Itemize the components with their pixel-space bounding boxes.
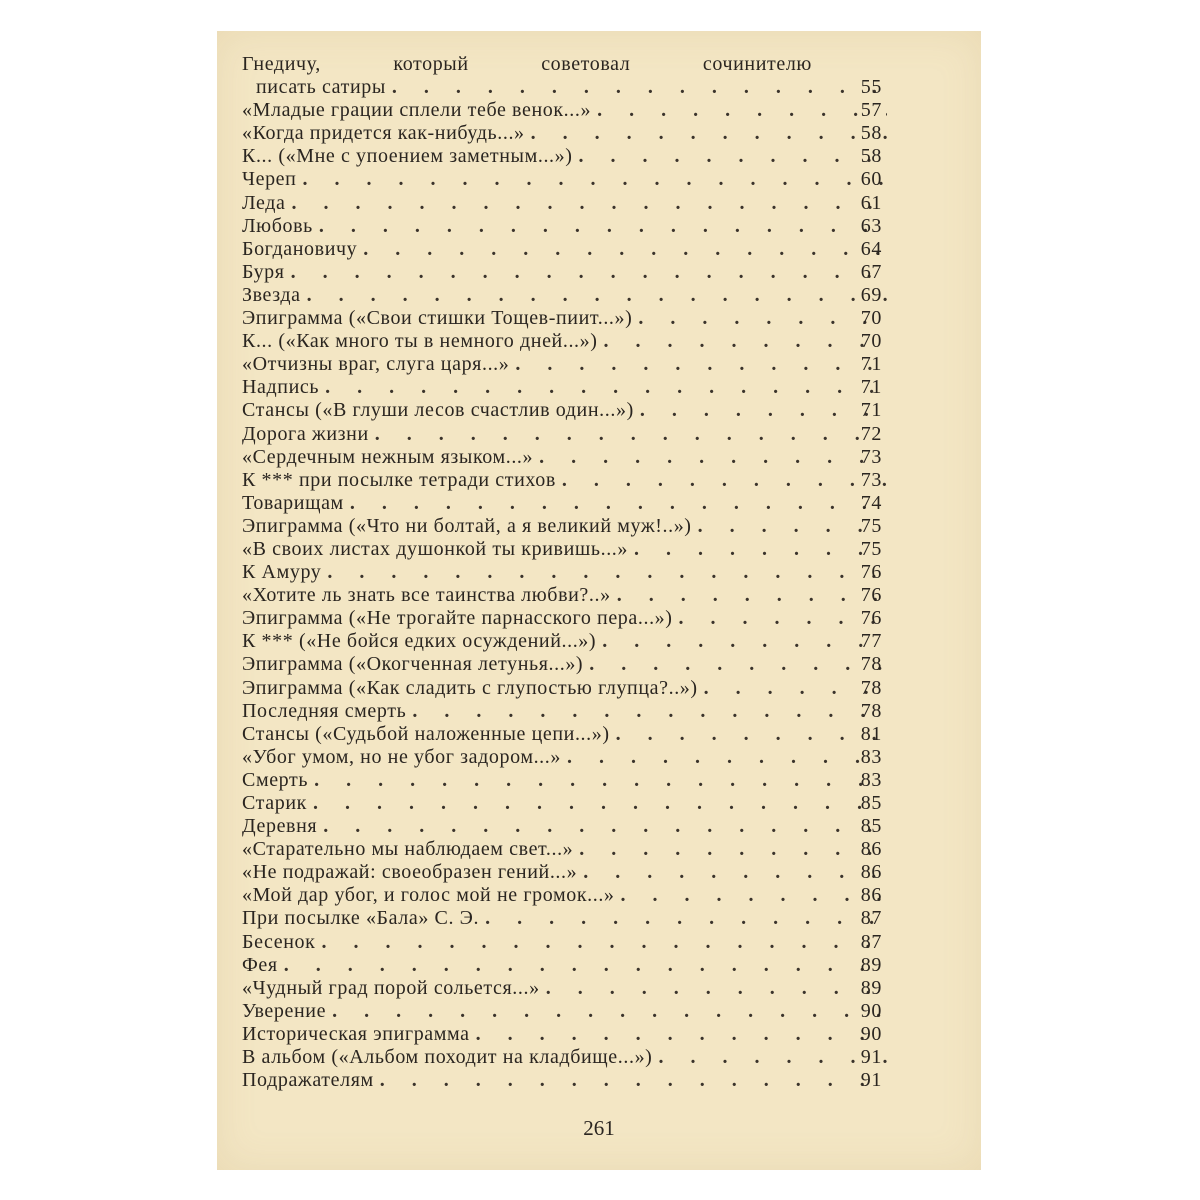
toc-entry-title: «Не подражай: своеобразен гений...» <box>242 861 578 884</box>
toc-entry <box>242 192 887 215</box>
leader-dots <box>380 1069 887 1092</box>
leader-dots <box>579 145 887 168</box>
toc-page-number: 85 <box>860 792 882 814</box>
toc-entry-title: Эпиграмма («Как сладить с глупостью глупца?..») <box>242 676 698 699</box>
toc-entry <box>242 330 887 353</box>
leader-dots <box>323 815 887 838</box>
leader-dots <box>284 954 887 977</box>
toc-page-number: 87 <box>860 930 882 953</box>
toc-page-number: 73 <box>860 468 882 491</box>
toc-page-number: 63 <box>860 214 882 237</box>
leader-dots <box>313 792 887 815</box>
toc-entry <box>242 677 887 700</box>
toc-entry-title: «Младые грации сплели тебе венок...» <box>242 99 592 122</box>
toc-entry-title: «Чудный град порой сольется...» <box>242 976 540 999</box>
leader-dots <box>539 446 887 469</box>
book-page <box>217 31 981 1170</box>
toc-page-number: 71 <box>860 376 882 399</box>
toc-page-number: 70 <box>860 307 882 330</box>
toc-entry-title: «Когда придется как-нибудь...» <box>242 122 525 145</box>
leader-dots <box>589 653 887 676</box>
toc-entry <box>242 954 887 977</box>
toc-page-number: 58 <box>860 145 882 168</box>
table-of-contents <box>242 53 887 1092</box>
toc-entry-title: Фея <box>242 953 278 976</box>
toc-entry-title: К *** при посылке тетради стихов <box>242 468 556 491</box>
leader-dots <box>291 261 887 284</box>
leader-dots <box>476 1023 887 1046</box>
toc-entry <box>242 399 887 422</box>
toc-entry <box>242 931 887 954</box>
toc-entry <box>242 238 887 261</box>
toc-entry <box>242 1046 887 1069</box>
toc-entry <box>242 1023 887 1046</box>
toc-page-number: 78 <box>860 653 882 676</box>
toc-page-number: 70 <box>860 330 882 353</box>
leader-dots <box>327 561 887 584</box>
toc-entry <box>242 584 887 607</box>
toc-entry-title: Старик <box>242 792 307 814</box>
toc-entry <box>242 607 887 630</box>
toc-entry-title: Эпиграмма («Окогченная летунья...») <box>242 653 584 676</box>
leader-dots <box>302 168 887 191</box>
toc-entry-title: К... («Мне с упоением заметным...») <box>242 145 573 168</box>
toc-entry <box>242 815 887 838</box>
toc-page-number: 71 <box>860 353 882 376</box>
toc-entry-title: Товарищам <box>242 491 344 514</box>
toc-entry <box>242 99 887 122</box>
toc-page-number: 78 <box>860 699 882 722</box>
toc-entry <box>242 469 887 492</box>
toc-page-number: 75 <box>860 537 882 560</box>
toc-word: советовал <box>541 53 631 75</box>
leader-dots <box>292 192 888 215</box>
toc-entry-title: Буря <box>242 260 285 283</box>
leader-dots <box>350 492 887 515</box>
toc-entry <box>242 446 887 469</box>
toc-page-number: 91 <box>860 1069 882 1092</box>
leader-dots <box>363 238 887 261</box>
toc-page-number: 90 <box>860 1022 882 1045</box>
toc-entry-title <box>242 53 812 76</box>
toc-page-number: 75 <box>860 514 882 537</box>
toc-page-number: 85 <box>860 815 882 838</box>
leader-dots <box>562 469 887 492</box>
toc-entry <box>242 884 887 907</box>
toc-entry-title: Последняя смерть <box>242 699 407 722</box>
toc-page-number: 72 <box>860 422 882 445</box>
toc-entry <box>242 353 887 376</box>
toc-entry <box>242 423 887 446</box>
toc-entry <box>242 561 887 584</box>
toc-entry <box>242 122 887 145</box>
toc-entry <box>242 653 887 676</box>
toc-page-number: 89 <box>860 976 882 999</box>
leader-dots <box>485 907 887 930</box>
toc-entry <box>242 746 887 769</box>
toc-word: который <box>393 53 469 75</box>
toc-entry-title: Звезда <box>242 283 301 306</box>
toc-entry <box>242 723 887 746</box>
toc-page-number: 73 <box>860 445 882 468</box>
toc-entry-title: Смерть <box>242 768 309 791</box>
toc-entry-title: Эпиграмма («Не трогайте парнасского пера...») <box>242 607 673 630</box>
toc-page-number: 57 <box>860 99 882 122</box>
toc-entry <box>242 307 887 330</box>
leader-dots <box>583 861 887 884</box>
leader-dots <box>321 931 887 954</box>
page-number: 261 <box>583 1116 615 1140</box>
toc-entry <box>242 284 887 307</box>
toc-page-number: 74 <box>860 491 882 514</box>
toc-entry-title: К *** («Не бойся едких осуждений...») <box>242 630 597 653</box>
toc-entry <box>242 792 887 815</box>
toc-page-number: 83 <box>860 745 882 768</box>
toc-page-number: 67 <box>860 260 882 283</box>
toc-word: Гнедичу, <box>242 53 321 75</box>
toc-page-number: 91 <box>860 1046 882 1069</box>
toc-entry <box>242 145 887 168</box>
toc-entry <box>242 261 887 284</box>
toc-entry-title: В альбом («Альбом походит на кладбище...») <box>242 1046 653 1069</box>
toc-entry-title: Любовь <box>242 214 313 237</box>
toc-page-number: 78 <box>860 676 882 699</box>
leader-dots <box>579 838 887 861</box>
toc-page-number: 60 <box>860 168 882 191</box>
toc-entry <box>242 515 887 538</box>
toc-entry-title: При посылке «Бала» С. Э. <box>242 907 480 930</box>
toc-page-number: 90 <box>860 999 882 1022</box>
toc-word: сочинителю <box>702 53 812 75</box>
toc-entry-title: Надпись <box>242 376 320 399</box>
toc-entry-title: Бесенок <box>242 930 316 953</box>
leader-dots <box>392 76 887 99</box>
leader-dots <box>319 215 887 238</box>
toc-entry-title: «Старательно мы наблюдаем свет...» <box>242 838 574 861</box>
toc-entry <box>242 907 887 930</box>
toc-page-number: 86 <box>860 884 882 907</box>
leader-dots <box>515 353 887 376</box>
toc-entry-title: «Отчизны враг, слуга царя...» <box>242 353 510 376</box>
toc-page-number: 86 <box>860 861 882 884</box>
toc-entry-title: «Сердечным нежным языком...» <box>242 445 534 468</box>
toc-entry-title: К... («Как много ты в немного дней...») <box>242 330 598 353</box>
toc-entry <box>242 168 887 191</box>
leader-dots <box>325 376 887 399</box>
toc-entry-title: Богдановичу <box>242 237 358 260</box>
toc-entry <box>242 861 887 884</box>
leader-dots <box>546 977 887 1000</box>
toc-entry <box>242 492 887 515</box>
toc-entry-title: «Убог умом, но не убог задором...» <box>242 745 561 768</box>
toc-entry <box>242 1000 887 1023</box>
toc-entry <box>242 215 887 238</box>
toc-page-number: 76 <box>860 561 882 584</box>
toc-entry <box>242 700 887 723</box>
leader-dots <box>307 284 887 307</box>
leader-dots <box>332 1000 887 1023</box>
toc-entry-title: «В своих листах душонкой ты кривишь...» <box>242 537 628 560</box>
toc-page-number: 81 <box>860 722 882 745</box>
toc-page-number: 69 <box>860 283 882 306</box>
toc-page-number: 89 <box>860 953 882 976</box>
toc-entry <box>242 630 887 653</box>
leader-dots <box>314 769 887 792</box>
toc-page-number: 87 <box>860 907 882 930</box>
toc-entry-continuation <box>242 76 887 99</box>
toc-entry <box>242 977 887 1000</box>
toc-entry <box>242 838 887 861</box>
toc-page-number: 64 <box>860 237 882 260</box>
toc-page-number: 76 <box>860 607 882 630</box>
toc-entry-title: Эпиграмма («Что ни болтай, а я великий муж!..») <box>242 514 692 537</box>
toc-entry-title: Череп <box>242 168 297 191</box>
leader-dots <box>531 122 887 145</box>
toc-page-number: 71 <box>860 399 882 422</box>
toc-entry-title: Леда <box>242 191 286 214</box>
toc-entry-title: Историческая эпиграмма <box>242 1022 470 1045</box>
toc-page-number: 58 <box>860 122 882 145</box>
toc-entry-title: «Хотите ль знать все таинства любви?..» <box>242 584 611 607</box>
toc-entry-title: Уверение <box>242 999 327 1022</box>
toc-entry <box>242 538 887 561</box>
leader-dots <box>412 700 887 723</box>
toc-entry-title: Эпиграмма («Свои стишки Тощев-пиит...») <box>242 307 633 330</box>
toc-page-number: 86 <box>860 838 882 861</box>
toc-page-number: 76 <box>860 584 882 607</box>
toc-page-number: 77 <box>860 630 882 653</box>
toc-entry-title: Деревня <box>242 815 318 838</box>
toc-entry-title: К Амуру <box>242 561 322 584</box>
leader-dots <box>567 746 887 769</box>
toc-entry-title: Стансы («Судьбой наложенные цепи...») <box>242 722 610 745</box>
toc-entry <box>242 1069 887 1092</box>
toc-entry <box>242 376 887 399</box>
leader-dots <box>375 423 887 446</box>
toc-entry <box>242 769 887 792</box>
toc-page-number: 83 <box>860 768 882 791</box>
toc-entry-title: Стансы («В глуши лесов счастлив один...») <box>242 399 634 422</box>
toc-page-number: 61 <box>860 191 882 214</box>
toc-page-number: 55 <box>860 76 882 99</box>
toc-entry-title: Подражателям <box>242 1069 374 1092</box>
toc-entry <box>242 53 887 76</box>
toc-entry-title: «Мой дар убог, и голос мой не громок...» <box>242 884 615 907</box>
toc-entry-title: писать сатиры <box>256 76 386 99</box>
toc-entry-title: Дорога жизни <box>242 422 369 445</box>
